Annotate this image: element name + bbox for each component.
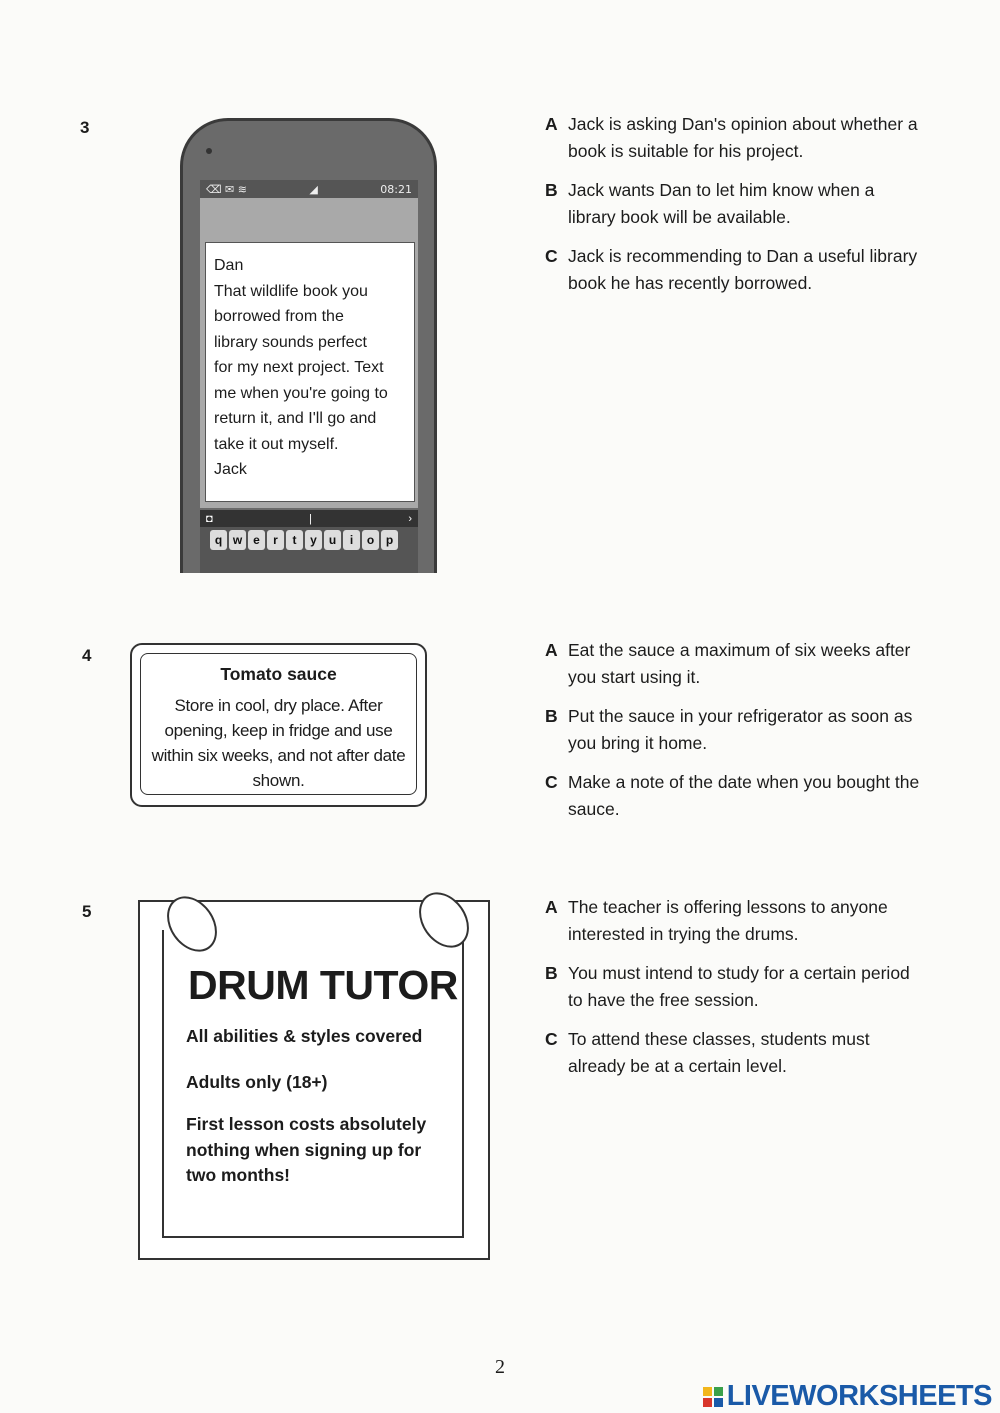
option-text: Jack is asking Dan's opinion about whether a book is suitable for his project. <box>568 114 918 161</box>
option-a[interactable] <box>545 111 925 165</box>
option-text: Jack is recommending to Dan a useful library book he has recently borrowed. <box>568 246 918 293</box>
message-line: library sounds perfect <box>214 333 367 351</box>
option-letter: A <box>545 114 558 134</box>
key: q <box>210 530 227 550</box>
answer-options-q4 <box>545 637 925 835</box>
logo-square <box>714 1398 723 1407</box>
option-text: Eat the sauce a maximum of six weeks after you start using it. <box>568 640 911 687</box>
key: o <box>362 530 379 550</box>
message-line: me when you're going to <box>214 384 388 402</box>
option-letter: C <box>545 1029 558 1049</box>
key: p <box>381 530 398 550</box>
message-line: borrowed from the <box>214 308 344 325</box>
camera-icon: ◘ <box>206 512 213 525</box>
option-b[interactable] <box>545 177 925 231</box>
question-number: 4 <box>82 646 92 665</box>
option-text: You must intend to study for a certain period to have the free session. <box>568 963 910 1010</box>
option-a[interactable] <box>545 894 925 948</box>
text-message <box>205 242 415 502</box>
option-c[interactable] <box>545 1026 925 1080</box>
option-text: Jack wants Dan to let him know when a library book will be available. <box>568 180 875 227</box>
option-text: Put the sauce in your refrigerator as soon as you bring it home. <box>568 706 913 753</box>
message-line: Dan <box>214 257 244 274</box>
option-c[interactable] <box>545 769 925 823</box>
label-text: Store in cool, dry place. After opening, keep in fridge and use within six weeks, and not after date shown. <box>151 696 406 790</box>
option-c[interactable] <box>545 243 925 297</box>
phone-status-bar <box>200 180 418 198</box>
drum-poster <box>138 900 490 1260</box>
key: t <box>286 530 303 550</box>
logo-square <box>714 1387 723 1396</box>
poster-line: Adults only (18+) <box>186 1072 328 1092</box>
option-text: Make a note of the date when you bought the sauce. <box>568 772 920 819</box>
message-line: That wildlife book you <box>214 282 368 300</box>
option-b[interactable] <box>545 703 925 757</box>
poster-line: All abilities & styles covered <box>186 1026 423 1046</box>
message-line: Jack <box>214 461 247 478</box>
phone-illustration <box>180 118 437 573</box>
option-b[interactable] <box>545 960 925 1014</box>
option-letter: A <box>545 897 558 917</box>
message-line: take it out myself. <box>214 435 339 453</box>
message-line: for my next project. Text <box>214 359 384 376</box>
option-text: To attend these classes, students must already be at a certain level. <box>568 1029 870 1076</box>
keyboard <box>200 527 418 573</box>
key: r <box>267 530 284 550</box>
option-letter: C <box>545 246 558 266</box>
brand-logo[interactable] <box>703 1380 992 1413</box>
key: e <box>248 530 265 550</box>
answer-options-q3 <box>545 111 925 309</box>
logo-square <box>703 1387 712 1396</box>
page-number: 2 <box>495 1356 505 1378</box>
signal-icon: ◢ <box>309 182 318 196</box>
option-letter: B <box>545 706 558 726</box>
option-a[interactable] <box>545 637 925 691</box>
logo-square <box>703 1398 712 1407</box>
poster-line: First lesson costs absolutely nothing when signing up for two months! <box>186 1114 427 1185</box>
sauce-label <box>130 643 427 807</box>
message-input-bar <box>200 510 418 527</box>
camera-icon <box>206 148 212 154</box>
option-letter: B <box>545 180 558 200</box>
answer-options-q5 <box>545 894 925 1092</box>
key: y <box>305 530 322 550</box>
label-frame <box>140 653 417 795</box>
status-time: 08:21 <box>380 182 412 196</box>
send-icon: › <box>408 512 412 525</box>
option-letter: B <box>545 963 558 983</box>
message-line: return it, and I'll go and <box>214 410 377 427</box>
status-icons: ⌫ ✉ ≋ <box>206 182 247 196</box>
logo-icon <box>703 1387 723 1407</box>
key: w <box>229 530 246 550</box>
option-letter: C <box>545 772 558 792</box>
option-text: The teacher is offering lessons to anyone interested in trying the drums. <box>568 897 888 944</box>
question-number: 5 <box>82 902 92 921</box>
poster-title: DRUM TUTOR <box>188 962 458 1008</box>
brand-name: LIVEWORKSHEETS <box>726 1380 992 1412</box>
cursor-icon: | <box>309 512 312 525</box>
question-number: 3 <box>80 118 90 137</box>
key: i <box>343 530 360 550</box>
label-title: Tomato sauce <box>220 664 337 684</box>
key: u <box>324 530 341 550</box>
option-letter: A <box>545 640 558 660</box>
